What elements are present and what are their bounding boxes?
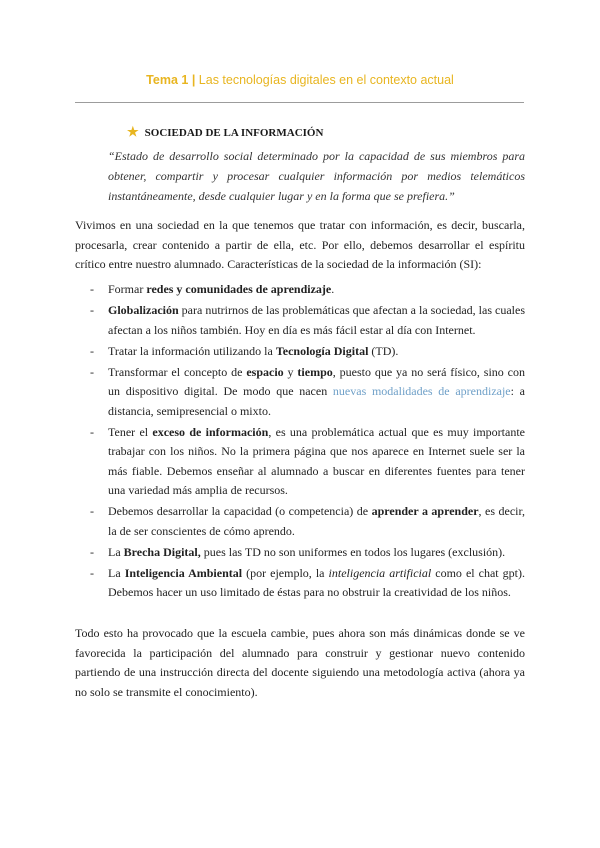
bullet-dash: - — [90, 565, 94, 580]
section-heading — [127, 124, 323, 140]
section-title: SOCIEDAD DE LA INFORMACIÓN — [144, 127, 324, 139]
bullet-dash: - — [90, 544, 94, 559]
bullet-dash: - — [90, 343, 94, 358]
list-item: - Tener el exceso de información, es una problemática actual que es muy importante trabajar con los niños. No la primera página que nos aparece en Internet suele ser la más fiable. Debemos enseñar al alumnado a buscar en diferentes fuentes para tener una variedad más amplia de recursos. — [90, 424, 525, 497]
header-separator: | — [191, 73, 196, 87]
list-item: - Formar redes y comunidades de aprendizaje. — [75, 280, 525, 300]
list-item: - La Brecha Digital, pues las TD no son uniformes en todos los lugares (exclusión). — [75, 543, 525, 563]
list-item: - La Inteligencia Ambiental (por ejemplo, la inteligencia artificial como el chat gpt). Debemos hacer un uso limitado de éstas para no obstruir la creatividad de los niños. — [90, 565, 525, 599]
bullet-dash: - — [90, 504, 94, 518]
closing-paragraph: Todo esto ha provocado que la escuela cambie, pues ahora son más dinámicas donde se ve favorecida la participación del alumnado para construir y gestionar nuevo contenido partiendo de una instrucción directa del docente siguiendo una metodología activa (ahora ya no solo se transmite el conocimiento). — [75, 626, 525, 699]
list-item: - Transformar el concepto de espacio y tiempo, puesto que ya no será físico, sino con un dispositivo digital. De modo que nacen nuevas modalidades de aprendizaje: a distancia, semipresencial o mixto. — [90, 364, 526, 418]
intro-paragraph: Vivimos en una sociedad en la que tenemos que tratar con información, es decir, buscarla, procesarla, crear contenido a partir de ella, etc. Por ello, debemos desarrollar el espíritu crítico entre nuestro alumnado. Características de la sociedad de la información (SI): — [75, 218, 525, 271]
header-divider — [75, 102, 524, 103]
learning-modalities-link[interactable]: nuevas modalidades de aprendizaje — [332, 384, 511, 398]
bullet-dash: - — [90, 424, 94, 439]
definition-quote: “Estado de desarrollo social determinado por la capacidad de sus miembros para obtener, compartir y procesar cualquier información por medios telemáticos instantáneamente, desde cualquier lugar y en la forma que se prefiera.” — [108, 149, 525, 203]
star-icon: ★ — [127, 124, 139, 139]
page-header — [0, 73, 600, 87]
header-tema: Tema 1 — [146, 73, 189, 87]
list-item: - Debemos desarrollar la capacidad (o competencia) de aprender a aprender, es decir, la de ser conscientes de cómo aprendo. — [90, 504, 526, 538]
bullet-dash: - — [90, 303, 94, 317]
list-item: - Tratar la información utilizando la Tecnología Digital (TD). — [75, 342, 525, 362]
bullet-dash: - — [90, 282, 94, 296]
list-item: - Globalización para nutrirnos de las problemáticas que afectan a la sociedad, las cuales afectan a los niños también. Hoy en día es más fácil estar al día con Internet. — [90, 303, 525, 337]
header-title: Las tecnologías digitales en el contexto actual — [198, 73, 454, 87]
characteristics-list — [75, 280, 525, 604]
bullet-dash: - — [90, 364, 94, 379]
